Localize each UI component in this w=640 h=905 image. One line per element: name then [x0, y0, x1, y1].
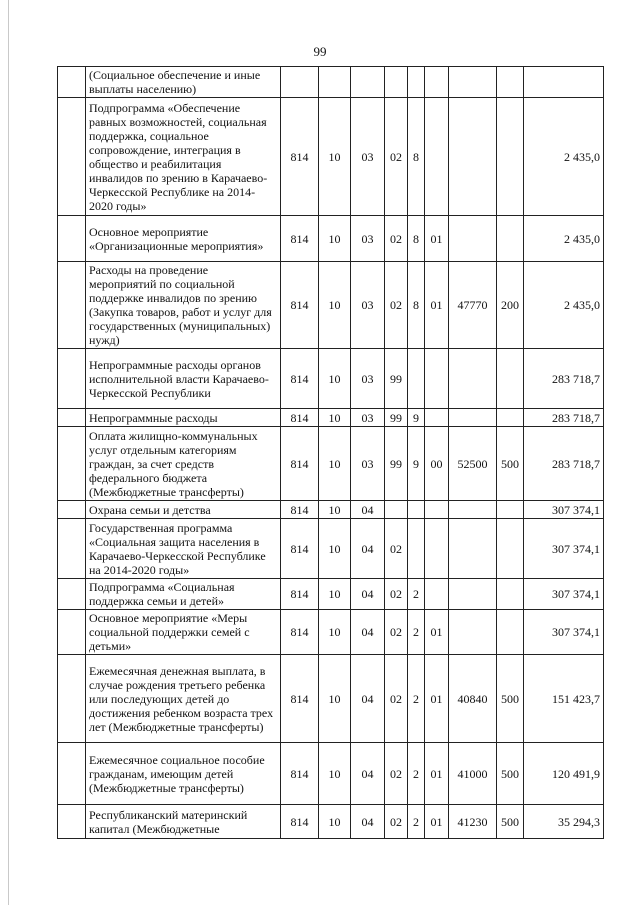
grbs-code-cell: 814: [281, 655, 319, 743]
expense-type-cell: [497, 501, 524, 519]
row-gutter-cell: [58, 98, 86, 216]
amount-cell: 307 374,1: [524, 519, 604, 579]
activity-code-cell: 01: [425, 610, 449, 655]
table-row: [58, 427, 604, 501]
row-gutter-cell: [58, 501, 86, 519]
subsection-code-cell: 04: [351, 743, 385, 805]
scan-edge-line: [8, 0, 9, 905]
row-gutter-cell: [58, 262, 86, 349]
item-name-cell: Охрана семьи и детства: [86, 501, 281, 519]
table-row: [58, 349, 604, 409]
subprogram-code-cell: [408, 501, 425, 519]
activity-code-cell: [425, 519, 449, 579]
direction-code-cell: 40840: [449, 655, 497, 743]
subsection-code-cell: 03: [351, 349, 385, 409]
table-row: [58, 655, 604, 743]
subprogram-code-cell: 2: [408, 805, 425, 839]
page-number: 99: [313, 44, 327, 59]
program-code-cell: 02: [385, 805, 408, 839]
grbs-code-cell: 814: [281, 519, 319, 579]
section-code-cell: 10: [319, 216, 351, 262]
expense-type-cell: [497, 579, 524, 610]
direction-code-cell: [449, 409, 497, 427]
table-row: [58, 67, 604, 98]
subsection-code-cell: 03: [351, 427, 385, 501]
expense-type-cell: 500: [497, 427, 524, 501]
program-code-cell: [385, 501, 408, 519]
amount-cell: 283 718,7: [524, 349, 604, 409]
subsection-code-cell: 04: [351, 655, 385, 743]
amount-cell: 283 718,7: [524, 427, 604, 501]
expense-type-cell: 500: [497, 743, 524, 805]
section-code-cell: 10: [319, 805, 351, 839]
program-code-cell: 02: [385, 216, 408, 262]
item-name-cell: Расходы на проведение мероприятий по социальной поддержке инвалидов по зрению (Закупка товаров, работ и услуг для государственных (муниципальных) нужд): [86, 262, 281, 349]
row-gutter-cell: [58, 427, 86, 501]
table-row: [58, 98, 604, 216]
amount-cell: [524, 67, 604, 98]
subsection-code-cell: 04: [351, 501, 385, 519]
program-code-cell: 02: [385, 743, 408, 805]
grbs-code-cell: 814: [281, 501, 319, 519]
subsection-code-cell: 04: [351, 610, 385, 655]
row-gutter-cell: [58, 610, 86, 655]
direction-code-cell: 41230: [449, 805, 497, 839]
section-code-cell: 10: [319, 409, 351, 427]
grbs-code-cell: 814: [281, 98, 319, 216]
subsection-code-cell: 03: [351, 98, 385, 216]
table-row: [58, 805, 604, 839]
item-name-cell: Основное мероприятие «Организационные мероприятия»: [86, 216, 281, 262]
row-gutter-cell: [58, 349, 86, 409]
item-name-cell: Непрограммные расходы: [86, 409, 281, 427]
program-code-cell: 02: [385, 579, 408, 610]
budget-table: [57, 66, 604, 839]
table-row: [58, 501, 604, 519]
table-row: [58, 216, 604, 262]
table-row: [58, 579, 604, 610]
grbs-code-cell: 814: [281, 610, 319, 655]
subsection-code-cell: 03: [351, 216, 385, 262]
program-code-cell: [385, 67, 408, 98]
program-code-cell: 02: [385, 98, 408, 216]
program-code-cell: 99: [385, 427, 408, 501]
grbs-code-cell: 814: [281, 579, 319, 610]
row-gutter-cell: [58, 67, 86, 98]
grbs-code-cell: 814: [281, 427, 319, 501]
expense-type-cell: [497, 409, 524, 427]
table-row: [58, 262, 604, 349]
row-gutter-cell: [58, 409, 86, 427]
amount-cell: 307 374,1: [524, 501, 604, 519]
section-code-cell: 10: [319, 519, 351, 579]
program-code-cell: 99: [385, 409, 408, 427]
section-code-cell: [319, 67, 351, 98]
direction-code-cell: 41000: [449, 743, 497, 805]
section-code-cell: 10: [319, 501, 351, 519]
program-code-cell: 02: [385, 610, 408, 655]
activity-code-cell: 01: [425, 743, 449, 805]
subsection-code-cell: 04: [351, 805, 385, 839]
section-code-cell: 10: [319, 579, 351, 610]
item-name-cell: Основное мероприятие «Меры социальной поддержки семей с детьми»: [86, 610, 281, 655]
subprogram-code-cell: 2: [408, 743, 425, 805]
subprogram-code-cell: [408, 519, 425, 579]
row-gutter-cell: [58, 805, 86, 839]
direction-code-cell: [449, 501, 497, 519]
table-row: [58, 519, 604, 579]
amount-cell: 2 435,0: [524, 262, 604, 349]
expense-type-cell: [497, 67, 524, 98]
subsection-code-cell: [351, 67, 385, 98]
item-name-cell: Непрограммные расходы органов исполнительной власти Карачаево-Черкесской Республики: [86, 349, 281, 409]
section-code-cell: 10: [319, 98, 351, 216]
grbs-code-cell: 814: [281, 743, 319, 805]
grbs-code-cell: [281, 67, 319, 98]
subprogram-code-cell: 8: [408, 262, 425, 349]
expense-type-cell: [497, 519, 524, 579]
activity-code-cell: 01: [425, 655, 449, 743]
amount-cell: 307 374,1: [524, 579, 604, 610]
direction-code-cell: [449, 519, 497, 579]
direction-code-cell: [449, 349, 497, 409]
amount-cell: 307 374,1: [524, 610, 604, 655]
table-row: [58, 610, 604, 655]
activity-code-cell: 01: [425, 216, 449, 262]
item-name-cell: Подпрограмма «Социальная поддержка семьи и детей»: [86, 579, 281, 610]
activity-code-cell: [425, 98, 449, 216]
item-name-cell: Оплата жилищно-коммунальных услуг отдельным категориям граждан, за счет средств федерального бюджета (Межбюджетные трансферты): [86, 427, 281, 501]
item-name-cell: Ежемесячное социальное пособие гражданам, имеющим детей (Межбюджетные трансферты): [86, 743, 281, 805]
section-code-cell: 10: [319, 262, 351, 349]
amount-cell: 120 491,9: [524, 743, 604, 805]
grbs-code-cell: 814: [281, 216, 319, 262]
grbs-code-cell: 814: [281, 262, 319, 349]
expense-type-cell: [497, 98, 524, 216]
direction-code-cell: [449, 67, 497, 98]
subsection-code-cell: 04: [351, 519, 385, 579]
subprogram-code-cell: 2: [408, 610, 425, 655]
amount-cell: 2 435,0: [524, 216, 604, 262]
item-name-cell: Республиканский материнский капитал (Межбюджетные: [86, 805, 281, 839]
program-code-cell: 02: [385, 262, 408, 349]
expense-type-cell: 500: [497, 655, 524, 743]
direction-code-cell: [449, 98, 497, 216]
direction-code-cell: 47770: [449, 262, 497, 349]
subprogram-code-cell: 9: [408, 427, 425, 501]
item-name-cell: Подпрограмма «Обеспечение равных возможностей, социальная поддержка, социальное сопровождение, интеграция в общество и реабилитация инвалидов по зрению в Карачаево-Черкесской Республике на 2014-2020 годы»: [86, 98, 281, 216]
expense-type-cell: 500: [497, 805, 524, 839]
direction-code-cell: [449, 579, 497, 610]
activity-code-cell: 01: [425, 805, 449, 839]
activity-code-cell: [425, 67, 449, 98]
item-name-cell: Ежемесячная денежная выплата, в случае рождения третьего ребенка или последующих детей до достижения ребенком возраста трех лет (Межбюджетные трансферты): [86, 655, 281, 743]
section-code-cell: 10: [319, 427, 351, 501]
section-code-cell: 10: [319, 610, 351, 655]
subsection-code-cell: 03: [351, 262, 385, 349]
subprogram-code-cell: 2: [408, 655, 425, 743]
subsection-code-cell: 03: [351, 409, 385, 427]
activity-code-cell: [425, 349, 449, 409]
activity-code-cell: [425, 579, 449, 610]
grbs-code-cell: 814: [281, 805, 319, 839]
section-code-cell: 10: [319, 655, 351, 743]
subprogram-code-cell: [408, 349, 425, 409]
section-code-cell: 10: [319, 349, 351, 409]
subprogram-code-cell: [408, 67, 425, 98]
amount-cell: 151 423,7: [524, 655, 604, 743]
table-row: [58, 743, 604, 805]
program-code-cell: 02: [385, 519, 408, 579]
subprogram-code-cell: 8: [408, 98, 425, 216]
program-code-cell: 99: [385, 349, 408, 409]
direction-code-cell: [449, 610, 497, 655]
expense-type-cell: [497, 610, 524, 655]
row-gutter-cell: [58, 216, 86, 262]
program-code-cell: 02: [385, 655, 408, 743]
direction-code-cell: 52500: [449, 427, 497, 501]
expense-type-cell: [497, 349, 524, 409]
section-code-cell: 10: [319, 743, 351, 805]
subprogram-code-cell: 2: [408, 579, 425, 610]
amount-cell: 283 718,7: [524, 409, 604, 427]
row-gutter-cell: [58, 655, 86, 743]
activity-code-cell: 01: [425, 262, 449, 349]
grbs-code-cell: 814: [281, 409, 319, 427]
amount-cell: 2 435,0: [524, 98, 604, 216]
row-gutter-cell: [58, 519, 86, 579]
row-gutter-cell: [58, 579, 86, 610]
direction-code-cell: [449, 216, 497, 262]
item-name-cell: (Социальное обеспечение и иные выплаты населению): [86, 67, 281, 98]
activity-code-cell: [425, 501, 449, 519]
subprogram-code-cell: 8: [408, 216, 425, 262]
grbs-code-cell: 814: [281, 349, 319, 409]
expense-type-cell: [497, 216, 524, 262]
row-gutter-cell: [58, 743, 86, 805]
subprogram-code-cell: 9: [408, 409, 425, 427]
amount-cell: 35 294,3: [524, 805, 604, 839]
table-row: [58, 409, 604, 427]
subsection-code-cell: 04: [351, 579, 385, 610]
item-name-cell: Государственная программа «Социальная защита населения в Карачаево-Черкесской Республике на 2014-2020 годы»: [86, 519, 281, 579]
activity-code-cell: 00: [425, 427, 449, 501]
expense-type-cell: 200: [497, 262, 524, 349]
activity-code-cell: [425, 409, 449, 427]
